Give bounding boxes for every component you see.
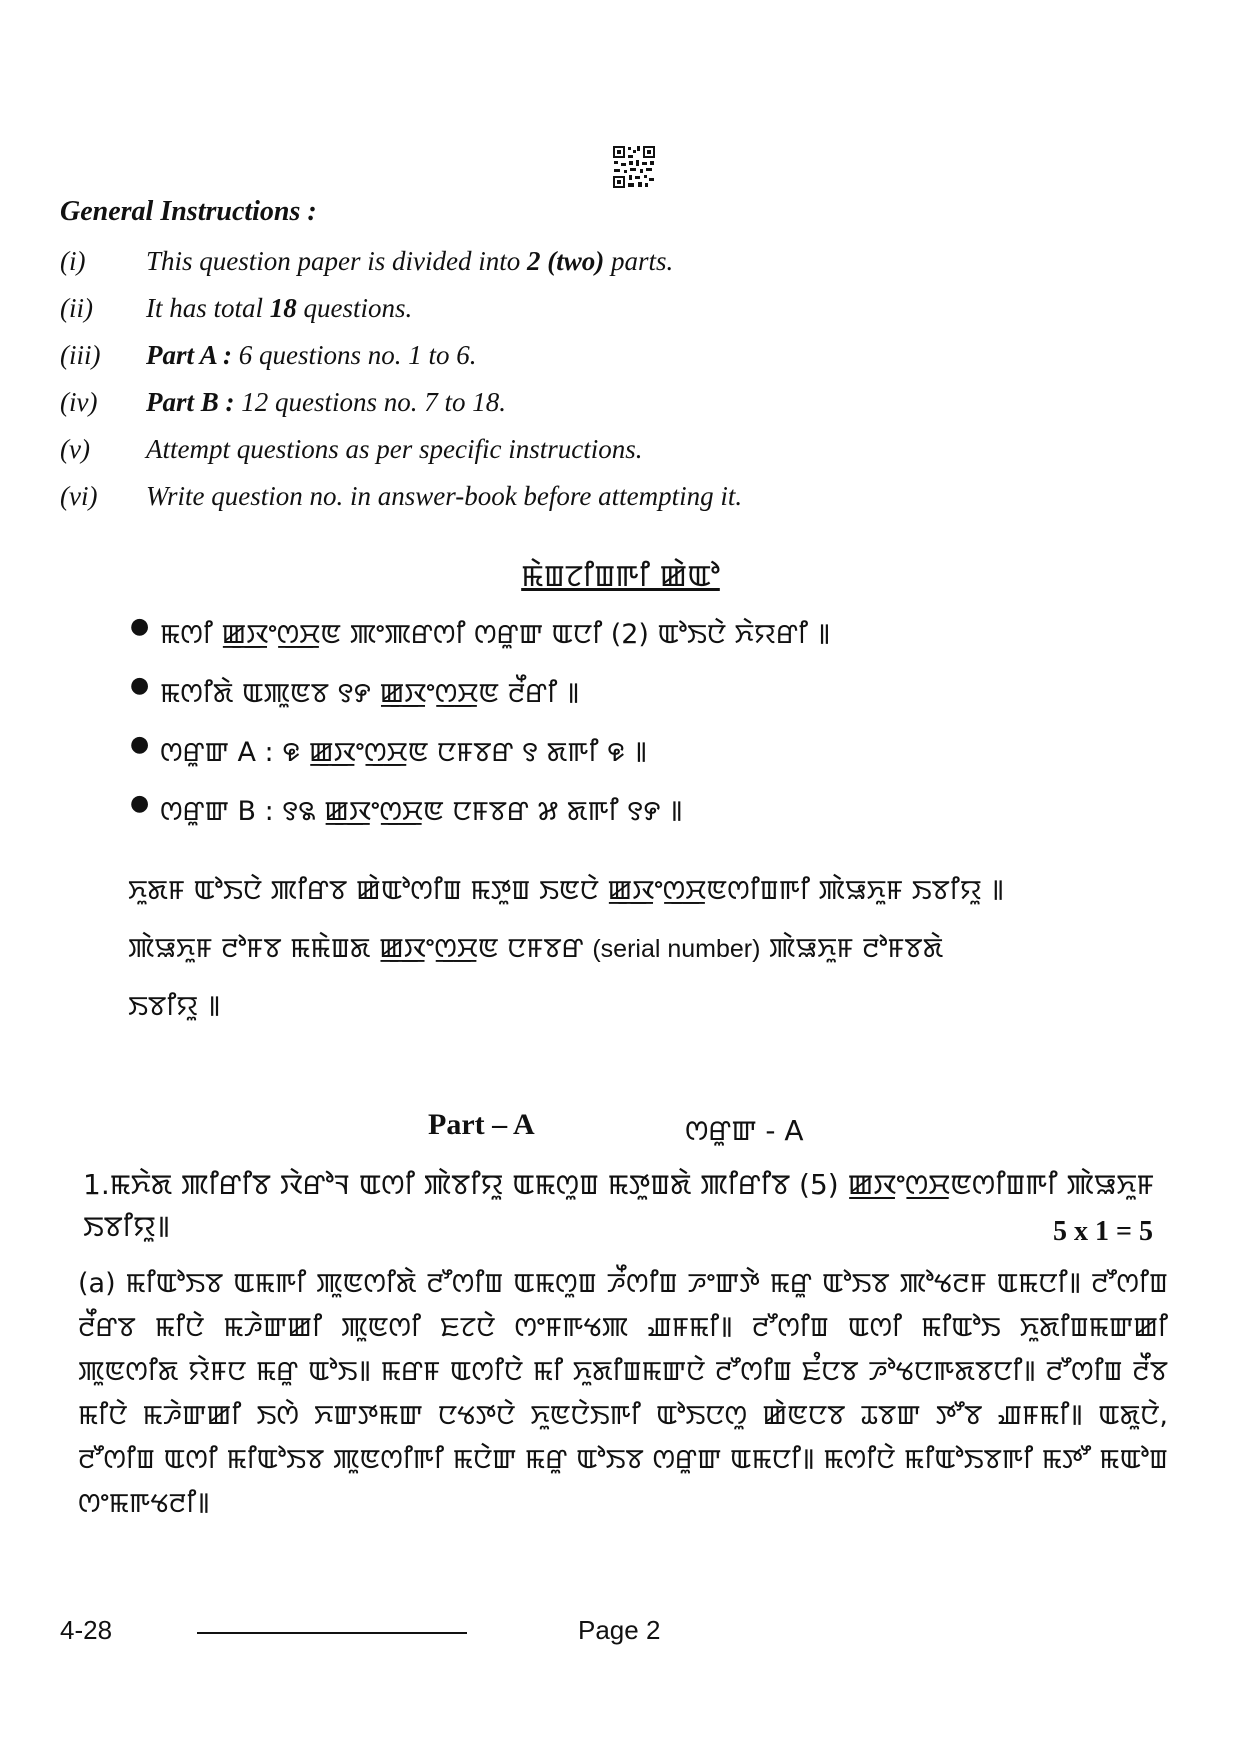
instruction-text: Attempt questions as per specific instructions. <box>146 434 643 464</box>
paper-code: 4-28 <box>60 1615 113 1645</box>
instruction-text: It has total 18 questions. <box>146 293 413 323</box>
meitei-paragraph <box>128 928 1128 966</box>
meitei-bullet-text: ꯁꯔꯨꯛ B : ꯱꯲ ꯀ꯭ꯋꯦꯁ꯭ꯆꯟ ꯅꯝꯕꯔ ꯷ ꯗꯒꯤ ꯱꯸ ꯫ <box>160 796 683 827</box>
instruction-number: (iv) <box>60 387 98 417</box>
meitei-paragraph: ꯈꯨꯗꯝ ꯑꯣꯏꯅꯥ ꯄꯤꯔꯕ ꯀꯥꯑꯣꯁꯤꯡ ꯃꯇꯨꯡ ꯏꯟꯅꯥ ꯀ꯭ꯋꯦꯁ꯭ꯆꯟꯁꯤꯡꯒꯤ ꯄꯥꯎꯈꯨꯝ ꯏꯕꯤꯌꯨ ꯫ <box>128 875 1005 906</box>
instruction-number: (i) <box>60 246 86 276</box>
instruction-number: (vi) <box>60 481 98 511</box>
meitei-bullet <box>130 791 1130 831</box>
instruction-item <box>60 434 1160 474</box>
question-1-prompt: 1.ꯃꯈꯥꯗ ꯄꯤꯔꯤꯕ ꯋꯥꯔꯣꯜ ꯑꯁꯤ ꯄꯥꯕꯤꯌꯨ ꯑꯃꯁꯨꯡ ꯃꯇꯨꯡꯗꯥ ꯄꯤꯔꯤꯕ (5) ꯀ꯭ꯋꯦꯁ꯭ꯆꯟꯁꯤꯡꯒꯤ ꯄꯥꯎꯈꯨꯝ ꯏꯕꯤꯌꯨ꯫ <box>83 1168 1155 1243</box>
instruction-text: Write question no. in answer-book before attempting it. <box>146 481 743 511</box>
serial-number-label: (serial number) <box>592 935 761 963</box>
meitei-instructions-title: ꯃꯥꯡꯖꯤꯡꯒꯤ ꯀꯥꯑꯣ <box>521 559 720 594</box>
instruction-number: (ii) <box>60 293 93 323</box>
instruction-text: Part A : 6 questions no. 1 to 6. <box>146 340 477 370</box>
page-number: Page 2 <box>578 1615 661 1645</box>
instruction-item <box>60 481 1160 521</box>
meitei-bullet-text: ꯃꯁꯤ ꯀ꯭ꯋꯦꯁ꯭ꯆꯟ ꯄꯦꯄꯔꯁꯤ ꯁꯔꯨꯛ ꯑꯅꯤ (2) ꯑꯣꯏꯅꯥ ꯈꯥꯌꯔꯤ ꯫ <box>160 619 831 650</box>
instruction-text: This question paper is divided into 2 (two) parts. <box>146 246 674 276</box>
footer-divider <box>197 1632 467 1634</box>
meitei-bullet-text: ꯁꯔꯨꯛ A : ꯶ ꯀ꯭ꯋꯦꯁ꯭ꯆꯟ ꯅꯝꯕꯔ ꯱ ꯗꯒꯤ ꯶ ꯫ <box>160 737 648 768</box>
meitei-bullet <box>130 732 1130 772</box>
bullet-icon: ● <box>130 791 150 816</box>
bullet-icon: ● <box>130 673 150 698</box>
meitei-bullet <box>130 673 1130 713</box>
instruction-number: (iii) <box>60 340 101 370</box>
bullet-icon: ● <box>130 732 150 757</box>
question-1-passage: (a) ꯃꯤꯑꯣꯏꯕ ꯑꯃꯒꯤ ꯄꯨꯟꯁꯤꯗꯥ ꯂꯧꯁꯤꯡ ꯑꯃꯁꯨꯡ ꯍꯩꯁꯤꯡ ꯍꯦꯛꯇꯥ ꯃꯔꯨ ꯑꯣꯏꯕ ꯄꯣꯠꯂꯝ ꯑꯃꯅꯤ꯫ ꯂꯧꯁꯤꯡ ꯂꯩꯔꯕ ꯃꯤꯅꯥ ꯃꯍꯥꯛꯀꯤ ꯄꯨꯟꯁꯤ ꯐꯖꯅꯥ ꯁꯦꯝꯒꯠꯄ ꯉꯝꯃꯤ꯫ ꯂꯧꯁꯤꯡ ꯑꯁꯤ ꯃꯤꯑꯣꯏ ꯈꯨꯗꯤꯡꯃꯛꯀꯤ ꯄꯨꯟꯁꯤꯗ ꯌꯥꯝꯅ ꯃꯔꯨ ꯑꯣꯏ꯫ ꯃꯔꯝ ꯑꯁꯤꯅꯥ ꯃꯤ ꯈꯨꯗꯤꯡꯃꯛꯅꯥ ꯂꯧꯁꯤꯡ ꯐꯪꯅꯕ ꯍꯣꯠꯅꯒꯗꯕꯅꯤ꯫ ꯂꯧꯁꯤꯡ ꯂꯩꯕ ꯃꯤꯅꯥ ꯃꯍꯥꯛꯀꯤ ꯏꯁꯥ ꯈꯛꯇꯃꯛ ꯅꯠꯇꯅꯥ ꯈꯨꯟꯅꯥꯏꯒꯤ ꯑꯣꯏꯅꯁꯨ ꯀꯥꯟꯅꯕ ꯊꯕꯛ ꯇꯧꯕ ꯉꯝꯃꯤ꯫ ꯑꯗꯨꯅꯥ, ꯂꯧꯁꯤꯡ ꯑꯁꯤ ꯃꯤꯑꯣꯏꯕ ꯄꯨꯟꯁꯤꯒꯤ ꯃꯅꯥꯛ ꯃꯔꯨ ꯑꯣꯏꯕ ꯁꯔꯨꯛ ꯑꯃꯅꯤ꯫ ꯃꯁꯤꯅꯥ ꯃꯤꯑꯣꯏꯕꯒꯤ ꯃꯇꯧ ꯃꯑꯣꯡ ꯁꯦꯃꯒꯠꯂꯤ꯫ <box>78 1268 1168 1519</box>
instruction-item <box>60 340 1160 380</box>
bullet-icon: ● <box>130 614 150 639</box>
part-a-title: Part – A <box>428 1108 535 1141</box>
instruction-item <box>60 387 1160 427</box>
general-instructions-heading: General Instructions : <box>60 196 317 227</box>
instruction-text: Part B : 12 questions no. 7 to 18. <box>146 387 507 417</box>
meitei-bullet <box>130 614 1130 654</box>
meitei-paragraph: ꯏꯕꯤꯌꯨ ꯫ <box>128 991 221 1022</box>
question-1-marks: 5 x 1 = 5 <box>1053 1216 1153 1247</box>
instruction-item <box>60 246 1160 286</box>
meitei-bullet-text: ꯃꯁꯤꯗꯥ ꯑꯄꯨꯟꯕ ꯱꯸ ꯀ꯭ꯋꯦꯁ꯭ꯆꯟ ꯂꯩꯔꯤ ꯫ <box>160 678 580 709</box>
instruction-item <box>60 293 1160 333</box>
qr-code <box>612 145 656 189</box>
instruction-number: (v) <box>60 434 90 464</box>
meitei-text: ꯄꯥꯎꯈꯨꯝ ꯂꯣꯝꯕ ꯃꯃꯥꯡꯗ ꯀ꯭ꯋꯦꯁ꯭ꯆꯟ ꯅꯝꯕꯔ <box>128 933 584 964</box>
part-a-meitei-title: ꯁꯔꯨꯛ - A <box>685 1114 804 1147</box>
meitei-text: ꯄꯥꯎꯈꯨꯝ ꯂꯣꯝꯕꯗꯥ <box>769 933 944 964</box>
